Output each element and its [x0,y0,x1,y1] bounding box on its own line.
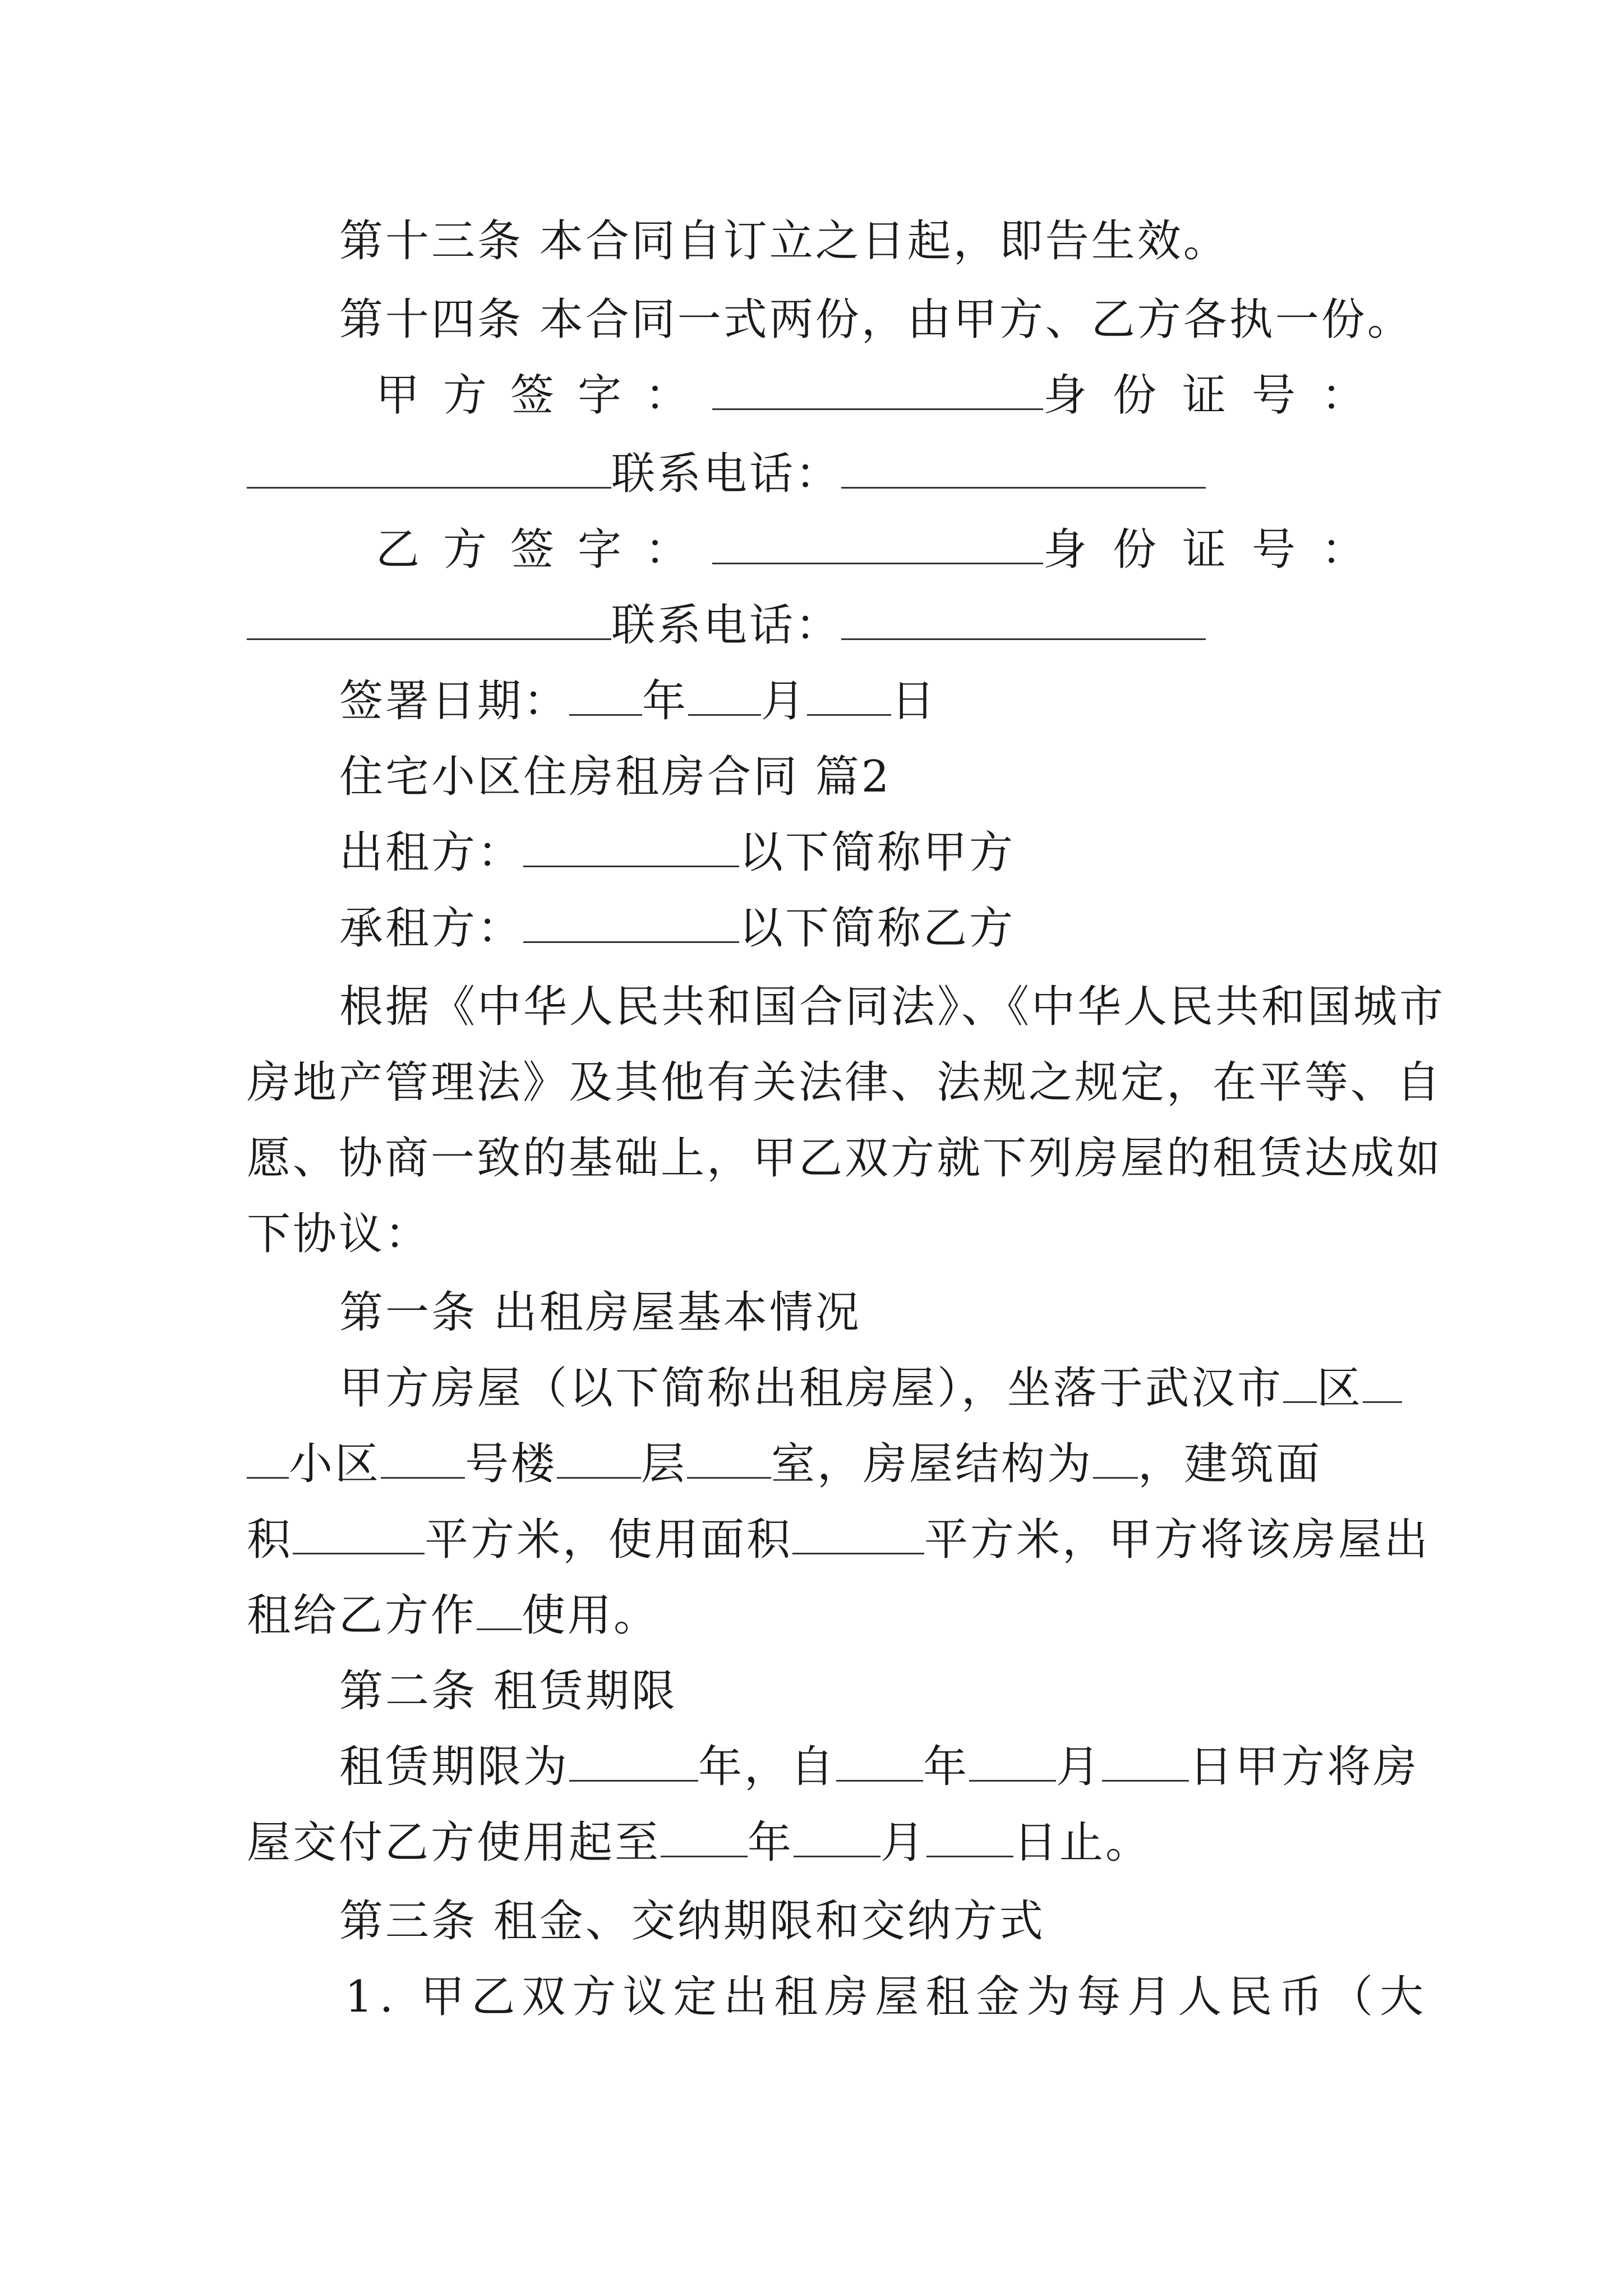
structure-blank [1093,1438,1138,1479]
floor-blank [557,1438,641,1479]
day-label: 日 [891,676,938,726]
end-year-blank [661,1816,748,1857]
party-a-sign-blank [712,369,1043,410]
building-blank [381,1438,465,1479]
a1-l3c: 平方米，甲方将该房屋出 [924,1515,1431,1565]
lessee-row [339,900,1394,956]
usable-area-blank [792,1513,924,1554]
a1-l3a: 积 [247,1515,293,1565]
contract-2-title: 住宅小区住房租房合同 篇2 [339,752,892,802]
party-b-phone-label: 联系电话： [611,600,842,651]
preamble-line-1: 根据《中华人民共和国合同法》、《中华人民共和国城市 [339,982,1446,1032]
party-a-sign-label: 甲方签字： [376,370,713,421]
party-a-phone-blank [841,448,1206,489]
party-b-id-label: 身份证号： [1043,524,1391,575]
area-blank [293,1513,425,1554]
a2-l1d: 月 [1056,1742,1103,1792]
start-year-blank [836,1741,923,1782]
lessee-label: 承租方： [339,903,524,954]
lessee-blank [523,902,739,943]
a1-l3b: 平方米，使用面积 [425,1515,793,1565]
lessor-label: 出租方： [339,827,524,878]
city-blank [1283,1362,1317,1403]
article-1-line-4 [247,1588,1391,1644]
end-day-blank [926,1816,1013,1857]
start-day-blank [1102,1741,1189,1782]
lessor-suffix: 以下简称甲方 [739,827,1016,878]
a1-l2c: 层 [641,1439,688,1489]
a1-l2d: 室，房屋结构为 [771,1439,1094,1489]
party-a-signature-row [376,367,1391,424]
article-2-line-2 [247,1815,1391,1871]
a2-l2b: 年 [748,1818,794,1868]
preamble-line-3: 愿、协商一致的基础上，甲乙双方就下列房屋的租赁达成如 [247,1133,1443,1184]
year-blank [569,675,642,716]
article-3-line-1: 1. 甲乙双方议定出租房屋租金为每月人民币（大 [345,1972,1431,2022]
year-label: 年 [642,676,689,726]
party-b-phone-row [247,597,1391,654]
a2-l2a: 屋交付乙方使用起至 [247,1818,661,1868]
a2-l1c: 年 [923,1742,970,1792]
room-blank [687,1438,771,1479]
term-years-blank [569,1741,698,1782]
lessor-blank [523,826,739,867]
date-label: 签署日期： [339,676,570,726]
a1-l1b: 区 [1317,1363,1363,1414]
party-b-signature-row [376,522,1391,578]
purpose-blank [477,1589,522,1630]
party-b-sign-blank [712,523,1043,564]
preamble-line-4: 下协议： [247,1209,431,1259]
district-blank [1363,1362,1402,1403]
lessee-suffix: 以下简称乙方 [739,903,1016,954]
a2-l2d: 日止。 [1013,1818,1152,1868]
preamble-line-2: 房地产管理法》及其他有关法律、法规之规定，在平等、自 [247,1057,1443,1108]
day-blank [807,675,891,716]
district-blank-cont [247,1438,289,1479]
party-a-id-blank [247,448,611,489]
article-2-line-1 [339,1739,1419,1795]
a2-l1e: 日甲方将房 [1189,1742,1419,1792]
a1-l2b: 号楼 [465,1439,557,1489]
a1-l2e: ，建筑面 [1138,1439,1322,1489]
a2-l2c: 月 [880,1818,927,1868]
article-3-title: 第三条 租金、交纳期限和交纳方式 [339,1896,1045,1947]
a1-l4a: 租给乙方作 [247,1590,477,1641]
article-1-line-1 [339,1360,1394,1416]
a1-l2a: 小区 [289,1439,381,1489]
party-b-phone-blank [841,599,1206,640]
month-label: 月 [761,676,808,726]
clause-14: 第十四条 本合同一式两份，由甲方、乙方各执一份。 [339,295,1413,345]
a2-l1b: 年，自 [698,1742,837,1792]
signing-date-row [339,673,1394,729]
start-month-blank [969,1741,1056,1782]
clause-13: 第十三条 本合同自订立之日起，即告生效。 [339,216,1229,266]
article-1-line-2 [247,1436,1391,1492]
a2-l1a: 租赁期限为 [339,1742,570,1792]
lessor-row [339,825,1394,881]
a1-l4b: 使用。 [522,1590,660,1641]
a1-l1a: 甲方房屋（以下简称出租房屋），坐落于武汉市 [339,1363,1284,1414]
party-a-id-label: 身份证号： [1043,370,1391,421]
end-month-blank [794,1816,880,1857]
article-2-title: 第二条 租赁期限 [339,1666,677,1717]
month-blank [688,675,761,716]
article-1-line-3 [247,1512,1431,1568]
party-a-phone-label: 联系电话： [611,449,842,499]
party-b-sign-label: 乙方签字： [376,524,713,575]
party-b-id-blank [247,599,611,640]
article-1-title: 第一条 出租房屋基本情况 [339,1287,861,1338]
party-a-phone-row [247,446,1391,502]
